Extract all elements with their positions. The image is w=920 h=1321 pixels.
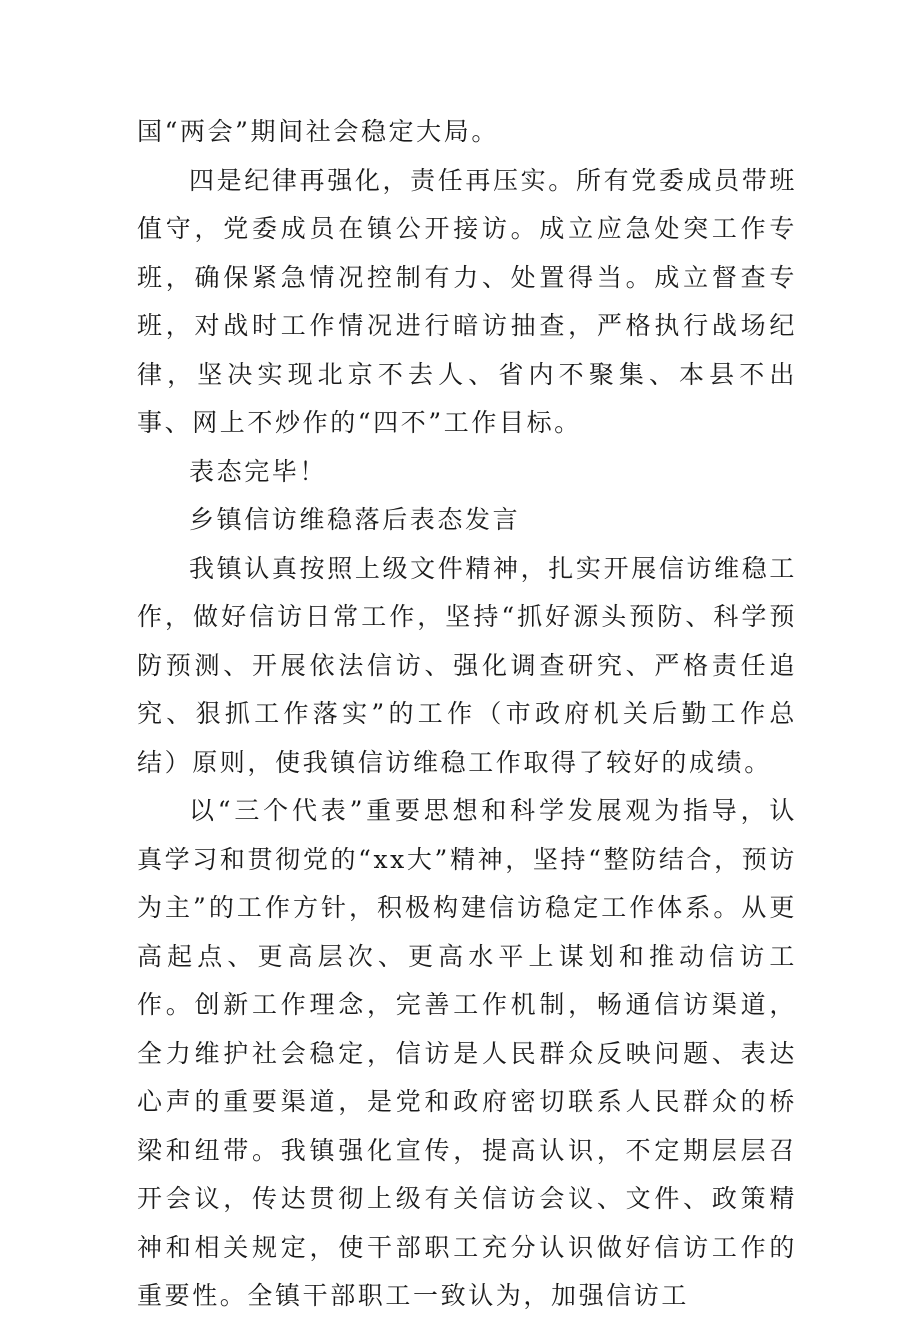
paragraph-1: 国“两会”期间社会稳定大局。 bbox=[137, 117, 499, 146]
paragraph-5: 以“三个代表”重要思想和科学发展观为指导，认真学习和贯彻党的“xx大”精神，坚持“整防结合，预访为主”的工作方针，积极构建信访稳定工作体系。从更高起点、更高层次、更高水平上谋划和推动信访工作。创新工作理念，完善工作机制，畅通信访渠道，全力维护社会稳定，信访是人民群众反映问题、表达心声的重要渠道，是党和政府密切联系人民群众的桥梁和纽带。我镇强化宣传，提高认识，不定期层层召开会议，传达贯彻上级有关信访会议、文件、政策精神和相关规定，使干部职工充分认识做好信访工作的重要性。全镇干部职工一致认为，加强信访工 bbox=[137, 796, 797, 1310]
document-body bbox=[137, 108, 797, 1321]
section-title: 乡镇信访维稳落后表态发言 bbox=[189, 505, 521, 534]
paragraph-3: 表态完毕！ bbox=[189, 456, 328, 486]
paragraph-4: 我镇认真按照上级文件精神，扎实开展信访维稳工作，做好信访日常工作，坚持“抓好源头预防、科学预防预测、开展依法信访、强化调查研究、严格责任追究、狠抓工作落实”的工作（市政府机关后勤工作总结）原则，使我镇信访维稳工作取得了较好的成绩。 bbox=[137, 553, 797, 777]
paragraph-2: 四是纪律再强化，责任再压实。所有党委成员带班值守，党委成员在镇公开接访。成立应急处突工作专班，确保紧急情况控制有力、处置得当。成立督查专班，对战时工作情况进行暗访抽查，严格执行战场纪律，坚决实现北京不去人、省内不聚集、本县不出事、网上不炒作的“四不”工作目标。 bbox=[137, 165, 797, 437]
